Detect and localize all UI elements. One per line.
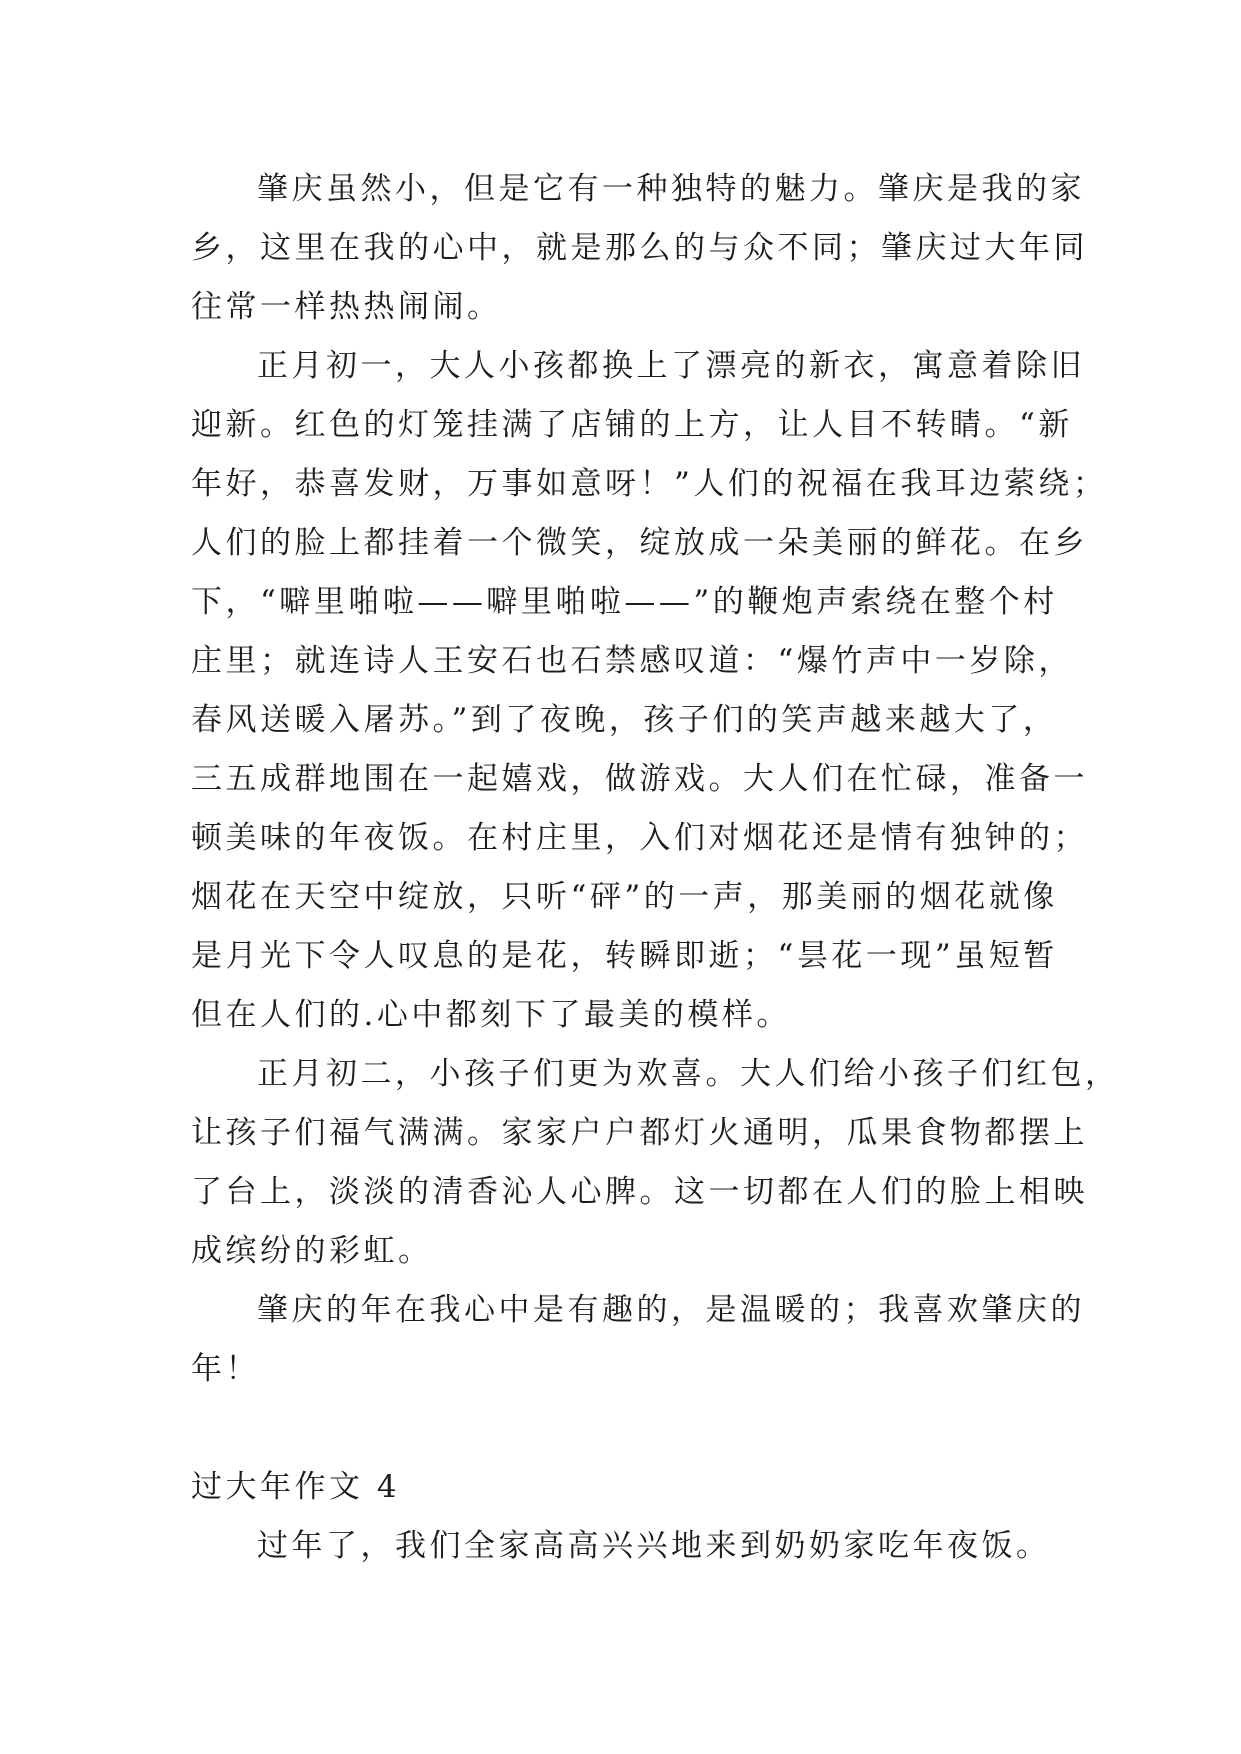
paragraph-line: 烟花在天空中绽放，只听“砰”的一声，那美丽的烟花就像 xyxy=(191,879,1058,915)
paragraph-line: 成缤纷的彩虹。 xyxy=(191,1233,433,1269)
paragraph-line: 正月初二，小孩子们更为欢喜。大人们给小孩子们红包， xyxy=(257,1056,1120,1092)
paragraph-line: 人们的脸上都挂着一个微笑，绽放成一朵美丽的鲜花。在乡 xyxy=(191,525,1088,561)
essay-body xyxy=(191,160,1120,1576)
paragraph-line: 顿美味的年夜饭。在村庄里，入们对烟花还是情有独钟的； xyxy=(191,820,1088,856)
paragraph-4 xyxy=(191,1281,1085,1399)
paragraph-line: 正月初一，大人小孩都换上了漂亮的新衣，寓意着除旧 xyxy=(257,348,1085,384)
paragraph-line: 过年了，我们全家高高兴兴地来到奶奶家吃年夜饭。 xyxy=(257,1528,1051,1564)
paragraph-line: 迎新。红色的灯笼挂满了店铺的上方，让人目不转睛。“新 xyxy=(191,407,1073,443)
paragraph-line: 三五成群地围在一起嬉戏，做游戏。大人们在忙碌，准备一 xyxy=(191,761,1088,797)
paragraph-line: 肇庆虽然小，但是它有一种独特的魅力。肇庆是我的家 xyxy=(257,171,1085,207)
paragraph-line: 乡，这里在我的心中，就是那么的与众不同；肇庆过大年同 xyxy=(191,230,1088,266)
paragraph-2 xyxy=(191,337,1108,1045)
paragraph-3 xyxy=(191,1045,1120,1281)
paragraph-line: 是月光下令人叹息的是花，转瞬即逝；“昙花一现”虽短暂 xyxy=(191,938,1058,974)
paragraph-line: 庄里；就连诗人王安石也石禁感叹道：“爆竹声中一岁除， xyxy=(191,643,1073,679)
paragraph-5 xyxy=(191,1517,1051,1576)
paragraph-line: 肇庆的年在我心中是有趣的，是温暖的；我喜欢肇庆的 xyxy=(257,1292,1085,1328)
paragraph-line: 春风送暖入屠苏。”到了夜晚，孩子们的笑声越来越大了， xyxy=(191,702,1058,738)
paragraph-line: 往常一样热热闹闹。 xyxy=(191,289,502,325)
paragraph-line: 但在人们的.心中都刻下了最美的模样。 xyxy=(191,997,791,1033)
paragraph-1 xyxy=(191,160,1088,337)
section-title: 过大年作文 4 xyxy=(191,1469,401,1505)
paragraph-line: 年！ xyxy=(191,1351,260,1387)
paragraph-line: 了台上，淡淡的清香沁人心脾。这一切都在人们的脸上相映 xyxy=(191,1174,1088,1210)
paragraph-line: 年好，恭喜发财，万事如意呀！”人们的祝福在我耳边萦绕； xyxy=(191,466,1108,502)
paragraph-line: 下，“噼里啪啦——噼里啪啦——”的鞭炮声索绕在整个村 xyxy=(191,584,1058,620)
paragraph-line: 让孩子们福气满满。家家户户都灯火通明，瓜果食物都摆上 xyxy=(191,1115,1088,1151)
section-spacer xyxy=(191,1399,1051,1458)
